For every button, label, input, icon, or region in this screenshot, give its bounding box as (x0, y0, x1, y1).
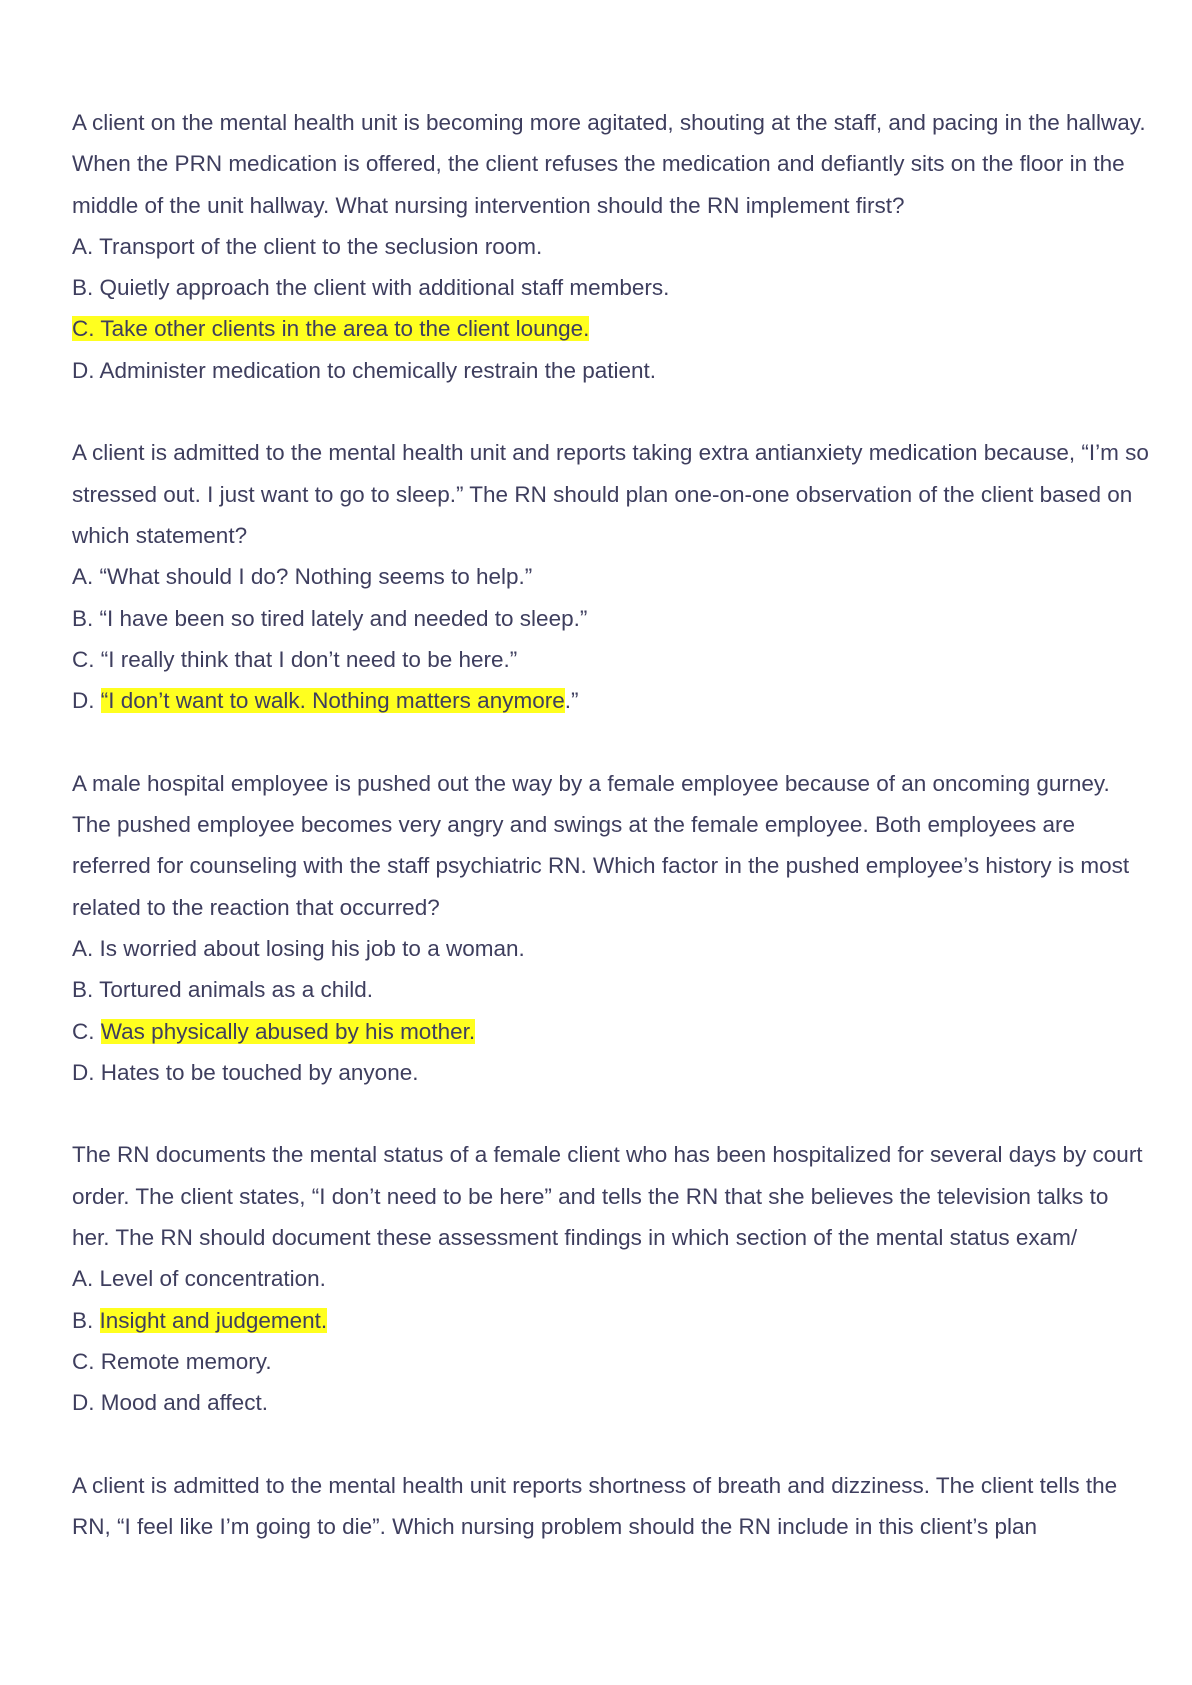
answer-option-b: B. Tortured animals as a child. (72, 977, 373, 1003)
answer-option-b (72, 1300, 1162, 1341)
option-prefix: D. (72, 688, 101, 714)
answer-option-c: C. Remote memory. (72, 1348, 272, 1374)
answer-option-a: A. Level of concentration. (72, 1266, 326, 1292)
answer-option-d: D. Mood and affect. (72, 1390, 268, 1416)
question-stem: A client is admitted to the mental health unit reports shortness of breath and dizziness. The client tells the RN, “I feel like I’m going to die”. Which nursing problem should the RN include in this client’s plan (72, 1472, 1118, 1540)
question-4 (72, 1134, 1162, 1423)
highlighted-answer: C. Take other clients in the area to the client lounge. (72, 316, 590, 342)
answer-option-d (72, 680, 1162, 721)
question-stem: A male hospital employee is pushed out the way by a female employee because of an oncoming gurney. The pushed employee becomes very angry and swings at the female employee. Both employees are referred for counseling with the staff psychiatric RN. Which factor in the pushed employee’s history is most related to the reaction that occurred? (72, 770, 1130, 920)
answer-option-c (72, 1011, 1162, 1052)
highlighted-answer: “I don’t want to walk. Nothing matters anymore (100, 688, 565, 714)
question-1 (72, 102, 1162, 391)
answer-option-d: D. Administer medication to chemically restrain the patient. (72, 357, 657, 383)
answer-option-a: A. Is worried about losing his job to a woman. (72, 935, 525, 961)
document-page (72, 102, 1162, 1589)
option-prefix: C. (72, 1018, 101, 1044)
question-2 (72, 432, 1162, 721)
answer-option-a: A. “What should I do? Nothing seems to help.” (72, 564, 533, 590)
option-prefix: B. (72, 1307, 100, 1333)
question-3 (72, 763, 1162, 1093)
highlighted-answer: Was physically abused by his mother. (100, 1018, 476, 1044)
answer-option-b: B. “I have been so tired lately and needed to sleep.” (72, 605, 588, 631)
question-5 (72, 1465, 1162, 1548)
question-stem: A client on the mental health unit is becoming more agitated, shouting at the staff, and pacing in the hallway. When the PRN medication is offered, the client refuses the medication and defiantly sits on the floor in the middle of the unit hallway. What nursing intervention should the RN implement first? (72, 110, 1146, 218)
answer-option-c: C. “I really think that I don’t need to be here.” (72, 646, 518, 672)
highlighted-answer: Insight and judgement. (99, 1307, 328, 1333)
question-stem: A client is admitted to the mental health unit and reports taking extra antianxiety medication because, “I’m so stressed out. I just want to go to sleep.” The RN should plan one-on-one observation of the client based on which statement? (72, 440, 1149, 548)
answer-option-b: B. Quietly approach the client with additional staff members. (72, 275, 670, 301)
option-suffix: .” (564, 688, 579, 714)
question-stem: The RN documents the mental status of a female client who has been hospitalized for several days by court order. The client states, “I don’t need to be here” and tells the RN that she believes the television talks to her. The RN should document these assessment findings in which section of the mental status exam/ (72, 1142, 1143, 1251)
answer-option-d: D. Hates to be touched by anyone. (72, 1059, 419, 1085)
answer-option-c (72, 308, 1162, 349)
answer-option-a: A. Transport of the client to the seclusion room. (72, 233, 543, 259)
